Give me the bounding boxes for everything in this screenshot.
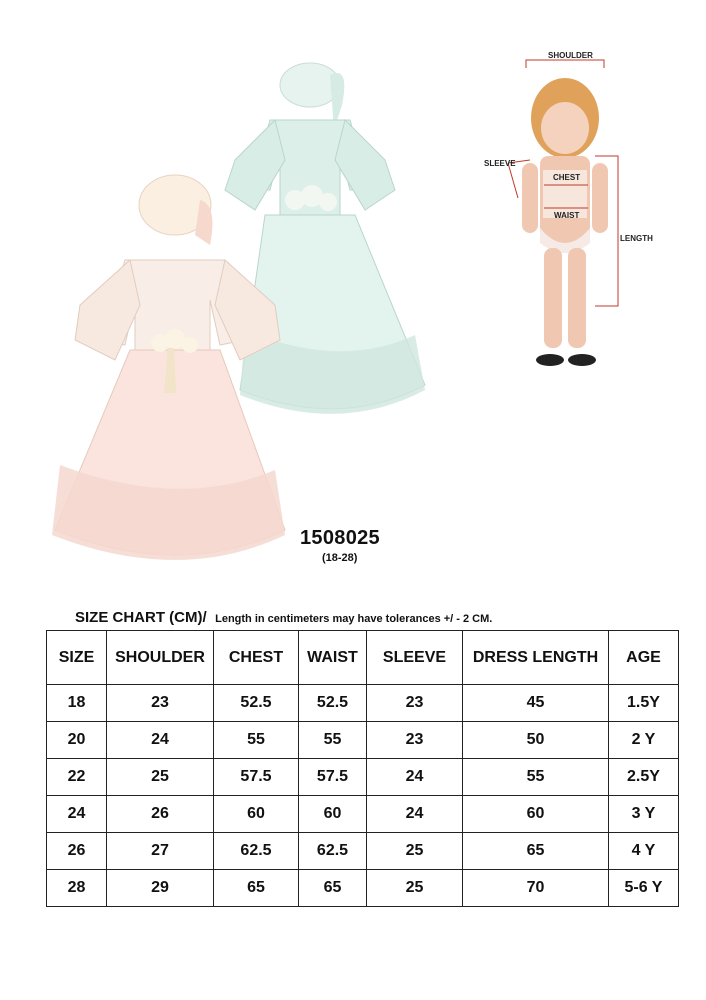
child-illustration — [522, 78, 608, 366]
header-waist: WAIST — [299, 631, 367, 685]
table-row — [47, 759, 679, 796]
cell-chest: 57.5 — [214, 759, 299, 796]
table-row — [47, 796, 679, 833]
length-label: LENGTH — [620, 234, 653, 243]
cell-size: 28 — [47, 870, 107, 907]
cell-dress-length: 50 — [463, 722, 609, 759]
cell-dress-length: 45 — [463, 685, 609, 722]
cell-waist: 55 — [299, 722, 367, 759]
cell-dress-length: 55 — [463, 759, 609, 796]
cell-chest: 60 — [214, 796, 299, 833]
cell-age: 2.5Y — [609, 759, 679, 796]
size-chart-table — [46, 630, 679, 907]
header-size: SIZE — [47, 631, 107, 685]
header-sleeve: SLEEVE — [367, 631, 463, 685]
header-shoulder: SHOULDER — [107, 631, 214, 685]
cell-sleeve: 24 — [367, 759, 463, 796]
waist-label: WAIST — [554, 211, 580, 220]
cell-shoulder: 23 — [107, 685, 214, 722]
cell-shoulder: 27 — [107, 833, 214, 870]
header-dress-length: DRESS LENGTH — [463, 631, 609, 685]
mint-dress — [225, 63, 425, 414]
cell-dress-length: 70 — [463, 870, 609, 907]
cell-waist: 62.5 — [299, 833, 367, 870]
cell-waist: 52.5 — [299, 685, 367, 722]
cell-size: 18 — [47, 685, 107, 722]
size-range: (18-28) — [322, 552, 358, 564]
cell-size: 22 — [47, 759, 107, 796]
cell-shoulder: 25 — [107, 759, 214, 796]
table-row — [47, 870, 679, 907]
cell-age: 2 Y — [609, 722, 679, 759]
table-row — [47, 722, 679, 759]
cell-shoulder: 29 — [107, 870, 214, 907]
cell-size: 26 — [47, 833, 107, 870]
cell-size: 24 — [47, 796, 107, 833]
cell-age: 4 Y — [609, 833, 679, 870]
header-chest: CHEST — [214, 631, 299, 685]
size-chart-title: SIZE CHART (CM)/ — [75, 609, 207, 626]
shoulder-label: SHOULDER — [548, 51, 593, 60]
cell-sleeve: 25 — [367, 870, 463, 907]
header-age: AGE — [609, 631, 679, 685]
cell-chest: 52.5 — [214, 685, 299, 722]
cell-chest: 62.5 — [214, 833, 299, 870]
chest-label: CHEST — [553, 173, 581, 182]
cell-dress-length: 65 — [463, 833, 609, 870]
cell-waist: 65 — [299, 870, 367, 907]
size-chart-heading — [75, 609, 492, 627]
cell-waist: 57.5 — [299, 759, 367, 796]
cell-size: 20 — [47, 722, 107, 759]
cell-waist: 60 — [299, 796, 367, 833]
cell-shoulder: 24 — [107, 722, 214, 759]
cell-age: 5-6 Y — [609, 870, 679, 907]
cell-shoulder: 26 — [107, 796, 214, 833]
cell-sleeve: 23 — [367, 722, 463, 759]
cell-sleeve: 24 — [367, 796, 463, 833]
sleeve-label: SLEEVE — [484, 159, 516, 168]
table-header-row — [47, 631, 679, 685]
cell-age: 1.5Y — [609, 685, 679, 722]
product-photo — [40, 40, 440, 580]
cell-sleeve: 25 — [367, 833, 463, 870]
table-row — [47, 833, 679, 870]
cell-chest: 55 — [214, 722, 299, 759]
cell-dress-length: 60 — [463, 796, 609, 833]
cell-chest: 65 — [214, 870, 299, 907]
cell-age: 3 Y — [609, 796, 679, 833]
product-code: 1508025 — [300, 527, 380, 549]
table-row — [47, 685, 679, 722]
measurement-figure — [470, 48, 670, 378]
tolerance-note: Length in centimeters may have tolerances +/ - 2 CM. — [215, 613, 493, 625]
cell-sleeve: 23 — [367, 685, 463, 722]
